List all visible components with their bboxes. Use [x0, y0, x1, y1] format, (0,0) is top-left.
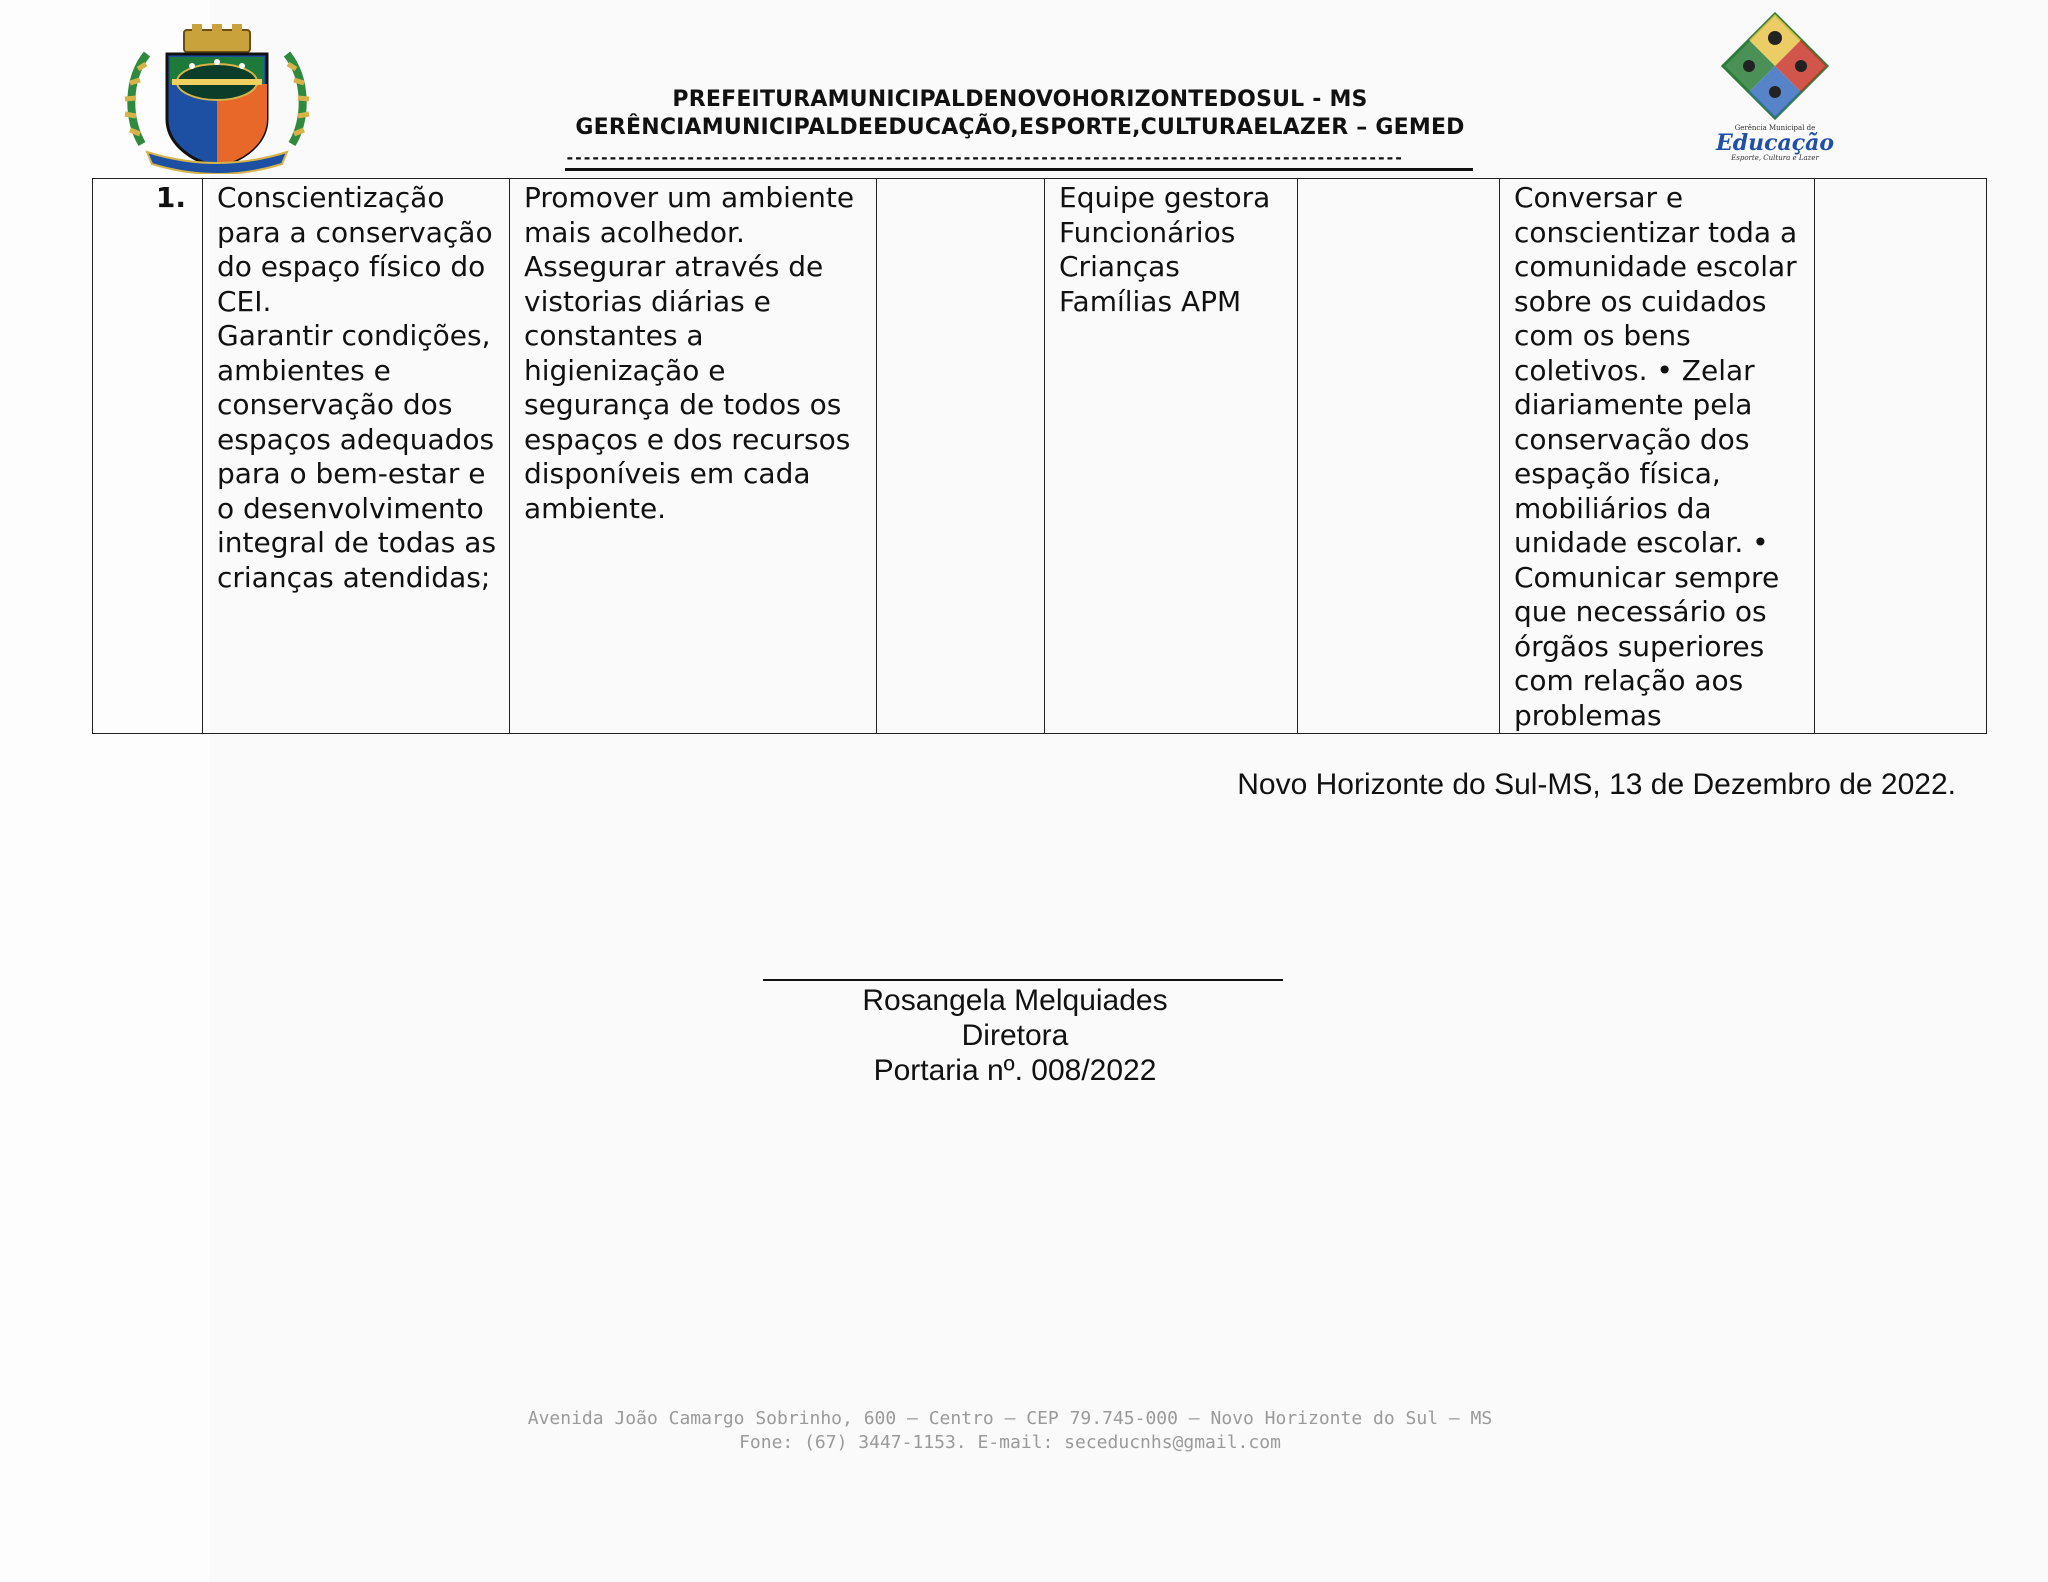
header-line-department: GERÊNCIAMUNICIPALDEEDUCAÇÃO,ESPORTE,CULTURAELAZER – GEMED — [575, 115, 1465, 140]
header-dashed-rule: ------------------------------------------------------------------------------------------------- — [565, 150, 1473, 171]
footer-address: Avenida João Camargo Sobrinho, 600 – Centro – CEP 79.745-000 – Novo Horizonte do Sul – MS — [527, 1408, 1493, 1429]
empty-cell — [1815, 179, 1987, 734]
signatory-portaria: Portaria nº. 008/2022 — [873, 1054, 1157, 1087]
signature-block — [763, 983, 1267, 1088]
document-header — [500, 86, 1540, 142]
education-department-logo — [1715, 10, 1835, 165]
row-number: 1. — [93, 179, 203, 734]
education-emblem-icon — [1715, 10, 1835, 120]
signatory-role: Diretora — [961, 1019, 1069, 1052]
signature-line — [763, 979, 1283, 981]
responsible-cell: Equipe gestora Funcionários Crianças Famílias APM — [1045, 179, 1298, 734]
goal-cell: Promover um ambiente mais acolhedor. Assegurar através de vistorias diárias e constantes a higienização e segurança de todos os espaços e dos recursos disponíveis em cada ambiente. — [510, 179, 877, 734]
page-footer — [300, 1407, 1720, 1455]
table-row — [93, 179, 1987, 734]
empty-cell — [1298, 179, 1500, 734]
actions-cell: Conversar e conscientizar toda a comunidade escolar sobre os cuidados com os bens coletivos. • Zelar diariamente pela conservação dos espação física, mobiliários da unidade escolar. • Comunicar sempre que necessário os órgãos superiores com relação aos problemas — [1500, 179, 1815, 734]
logo-small-text: Gerência Municipal de — [1734, 124, 1816, 132]
logo-tagline: Esporte, Cultura e Lazer — [1731, 154, 1819, 162]
logo-word: Educação — [1715, 130, 1835, 156]
header-line-municipality: PREFEITURAMUNICIPALDENOVOHORIZONTEDOSUL - MS — [672, 87, 1368, 112]
empty-cell — [877, 179, 1045, 734]
action-plan-table — [92, 178, 1987, 734]
objective-cell: Conscientização para a conservação do espaço físico do CEI. Garantir condições, ambientes e conservação dos espaços adequados para o bem-estar e o desenvolvimento integral de todas as crianças atendidas; — [203, 179, 510, 734]
footer-contact: Fone: (67) 3447-1153. E-mail: seceducnhs@gmail.com — [739, 1432, 1281, 1453]
date-line: Novo Horizonte do Sul-MS, 13 de Dezembro de 2022. — [1237, 768, 1956, 801]
municipal-crest-logo — [122, 24, 312, 174]
signatory-name: Rosangela Melquiades — [862, 984, 1168, 1017]
